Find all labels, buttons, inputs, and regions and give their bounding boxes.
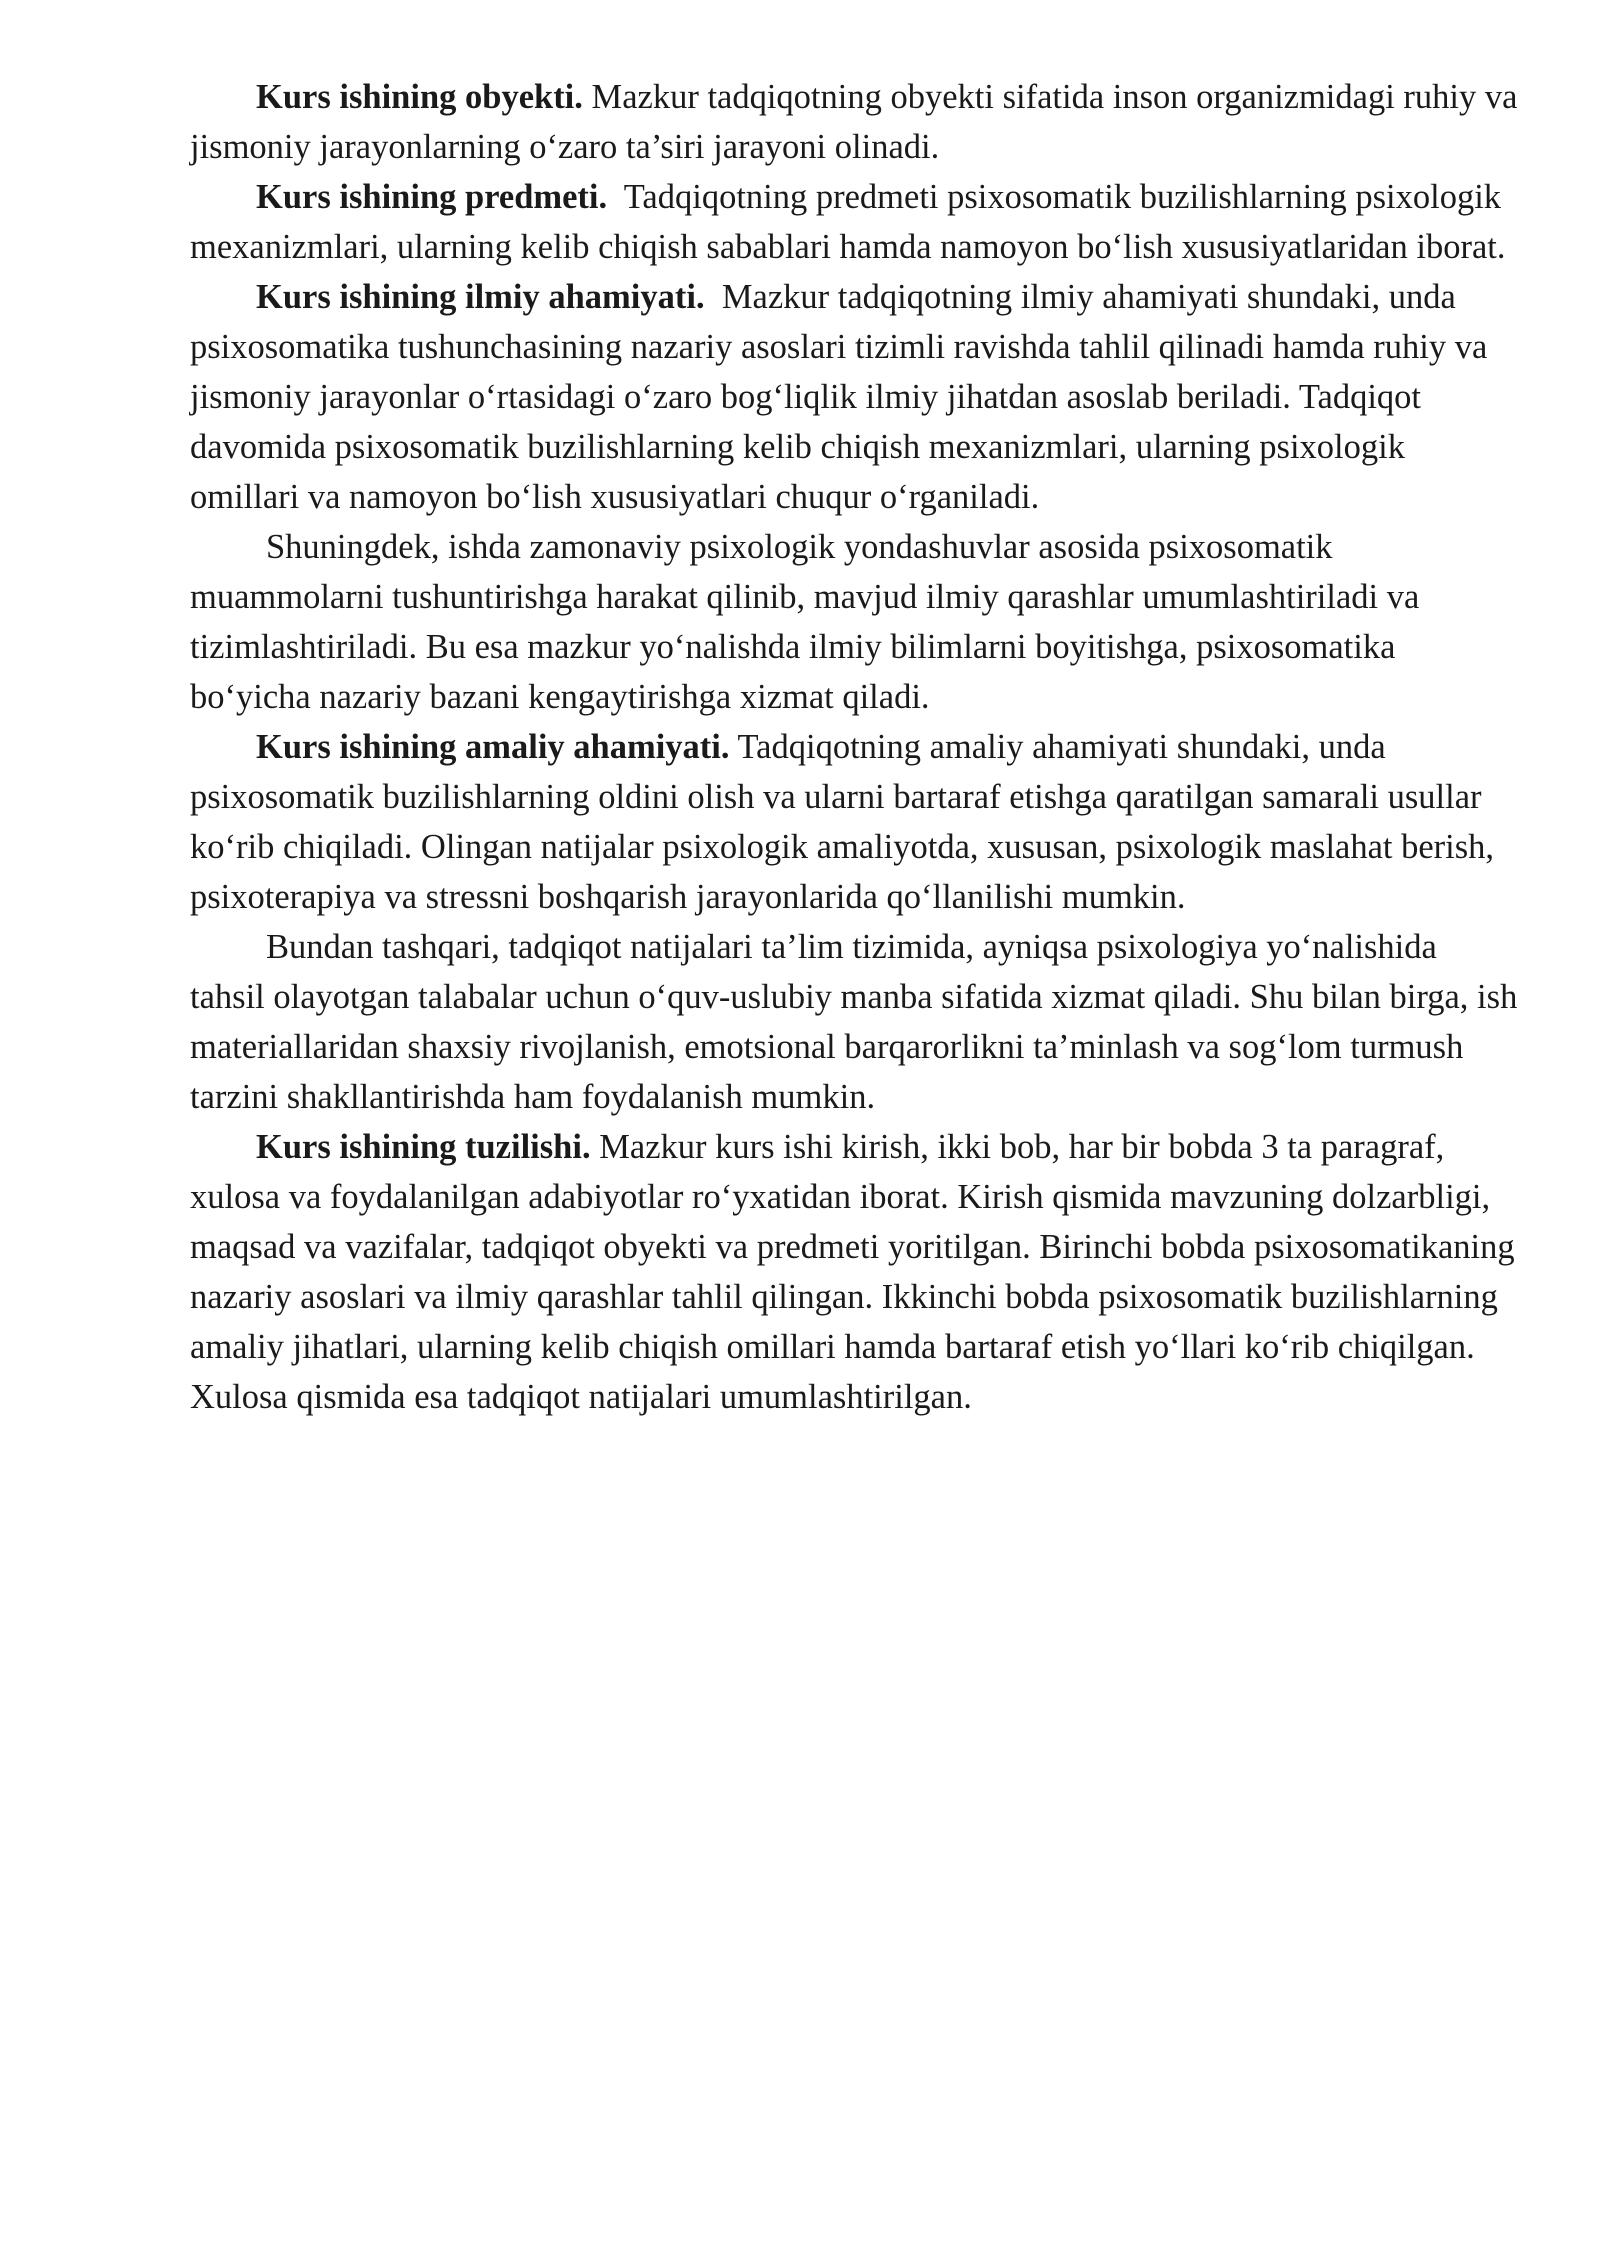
paragraph-text: Bundan tashqari, tadqiqot natijalari ta’lim tizimida, ayniqsa psixologiya yo‘nalishida tahsil olayotgan talabalar uchun o‘quv-uslubiy manba sifatida xizmat qiladi. Shu bilan birga, ish materiallaridan shaxsiy rivojlanish, emotsional barqarorlikni ta’minlash va sog‘lom turmush tarzini shakllantirishda ham foydalanish mumkin. <box>190 928 1518 1116</box>
paragraph-structure <box>190 1122 1520 1422</box>
paragraph-text: Mazkur tadqiqotning obyekti sifatida inson organizmidagi ruhiy va jismoniy jarayonlarning o‘zaro ta’siri jarayoni olinadi. <box>190 78 1518 166</box>
paragraph-practical-continued <box>190 922 1520 1122</box>
paragraph-heading: Kurs ishining ilmiy ahamiyati. <box>256 278 705 316</box>
paragraph-text: Shuningdek, ishda zamonaviy psixologik yondashuvlar asosida psixosomatik muammolarni tushuntirishga harakat qilinib, mavjud ilmiy qarashlar umumlashtiriladi va tizimlashtiriladi. Bu esa mazkur yo‘nalishda ilmiy bilimlarni boyitishga, psixosomatika bo‘yicha nazariy bazani kengaytirishga xizmat qiladi. <box>190 528 1420 716</box>
paragraph-object <box>190 72 1520 172</box>
paragraph-text: Mazkur tadqiqotning ilmiy ahamiyati shundaki, unda psixosomatika tushunchasining nazariy asoslari tizimli ravishda tahlil qilinadi hamda ruhiy va jismoniy jarayonlar o‘rtasidagi o‘zaro bog‘liqlik ilmiy jihatdan asoslab beriladi. Tadqiqot davomida psixosomatik buzilishlarning kelib chiqish mexanizmlari, ularning psixologik omillari va namoyon bo‘lish xususiyatlari chuqur o‘rganiladi. <box>190 278 1496 516</box>
paragraph-text: Tadqiqotning predmeti psixosomatik buzilishlarning psixologik mexanizmlari, ularning kelib chiqish sabablari hamda namoyon bo‘lish xususiyatlaridan iborat. <box>190 178 1510 266</box>
paragraph-scientific-continued <box>190 522 1520 722</box>
paragraph-heading: Kurs ishining amaliy ahamiyati. <box>256 728 730 766</box>
paragraph-heading: Kurs ishining obyekti. <box>256 78 583 116</box>
paragraph-heading: Kurs ishining tuzilishi. <box>256 1128 591 1166</box>
paragraph-practical-significance <box>190 722 1520 922</box>
document-body <box>190 72 1520 1422</box>
paragraph-text: Tadqiqotning amaliy ahamiyati shundaki, unda psixosomatik buzilishlarning oldini olish va ularni bartaraf etishga qaratilgan samarali usullar ko‘rib chiqiladi. Olingan natijalar psixologik amaliyotda, xususan, psixologik maslahat berish, psixoterapiya va stressni boshqarish jarayonlarida qo‘llanilishi mumkin. <box>190 728 1495 916</box>
paragraph-heading: Kurs ishining predmeti. <box>256 178 608 216</box>
paragraph-text: Mazkur kurs ishi kirish, ikki bob, har bir bobda 3 ta paragraf, xulosa va foydalanilgan adabiyotlar ro‘yxatidan iborat. Kirish qismida mavzuning dolzarbligi, maqsad va vazifalar, tadqiqot obyekti va predmeti yoritilgan. Birinchi bobda psixosomatikaning nazariy asoslari va ilmiy qarashlar tahlil qilingan. Ikkinchi bobda psixosomatik buzilishlarning amaliy jihatlari, ularning kelib chiqish omillari hamda bartaraf etish yo‘llari ko‘rib chiqilgan. Xulosa qismida esa tadqiqot natijalari umumlashtirilgan. <box>190 1128 1515 1416</box>
paragraph-scientific-significance <box>190 272 1520 522</box>
paragraph-subject <box>190 172 1520 272</box>
